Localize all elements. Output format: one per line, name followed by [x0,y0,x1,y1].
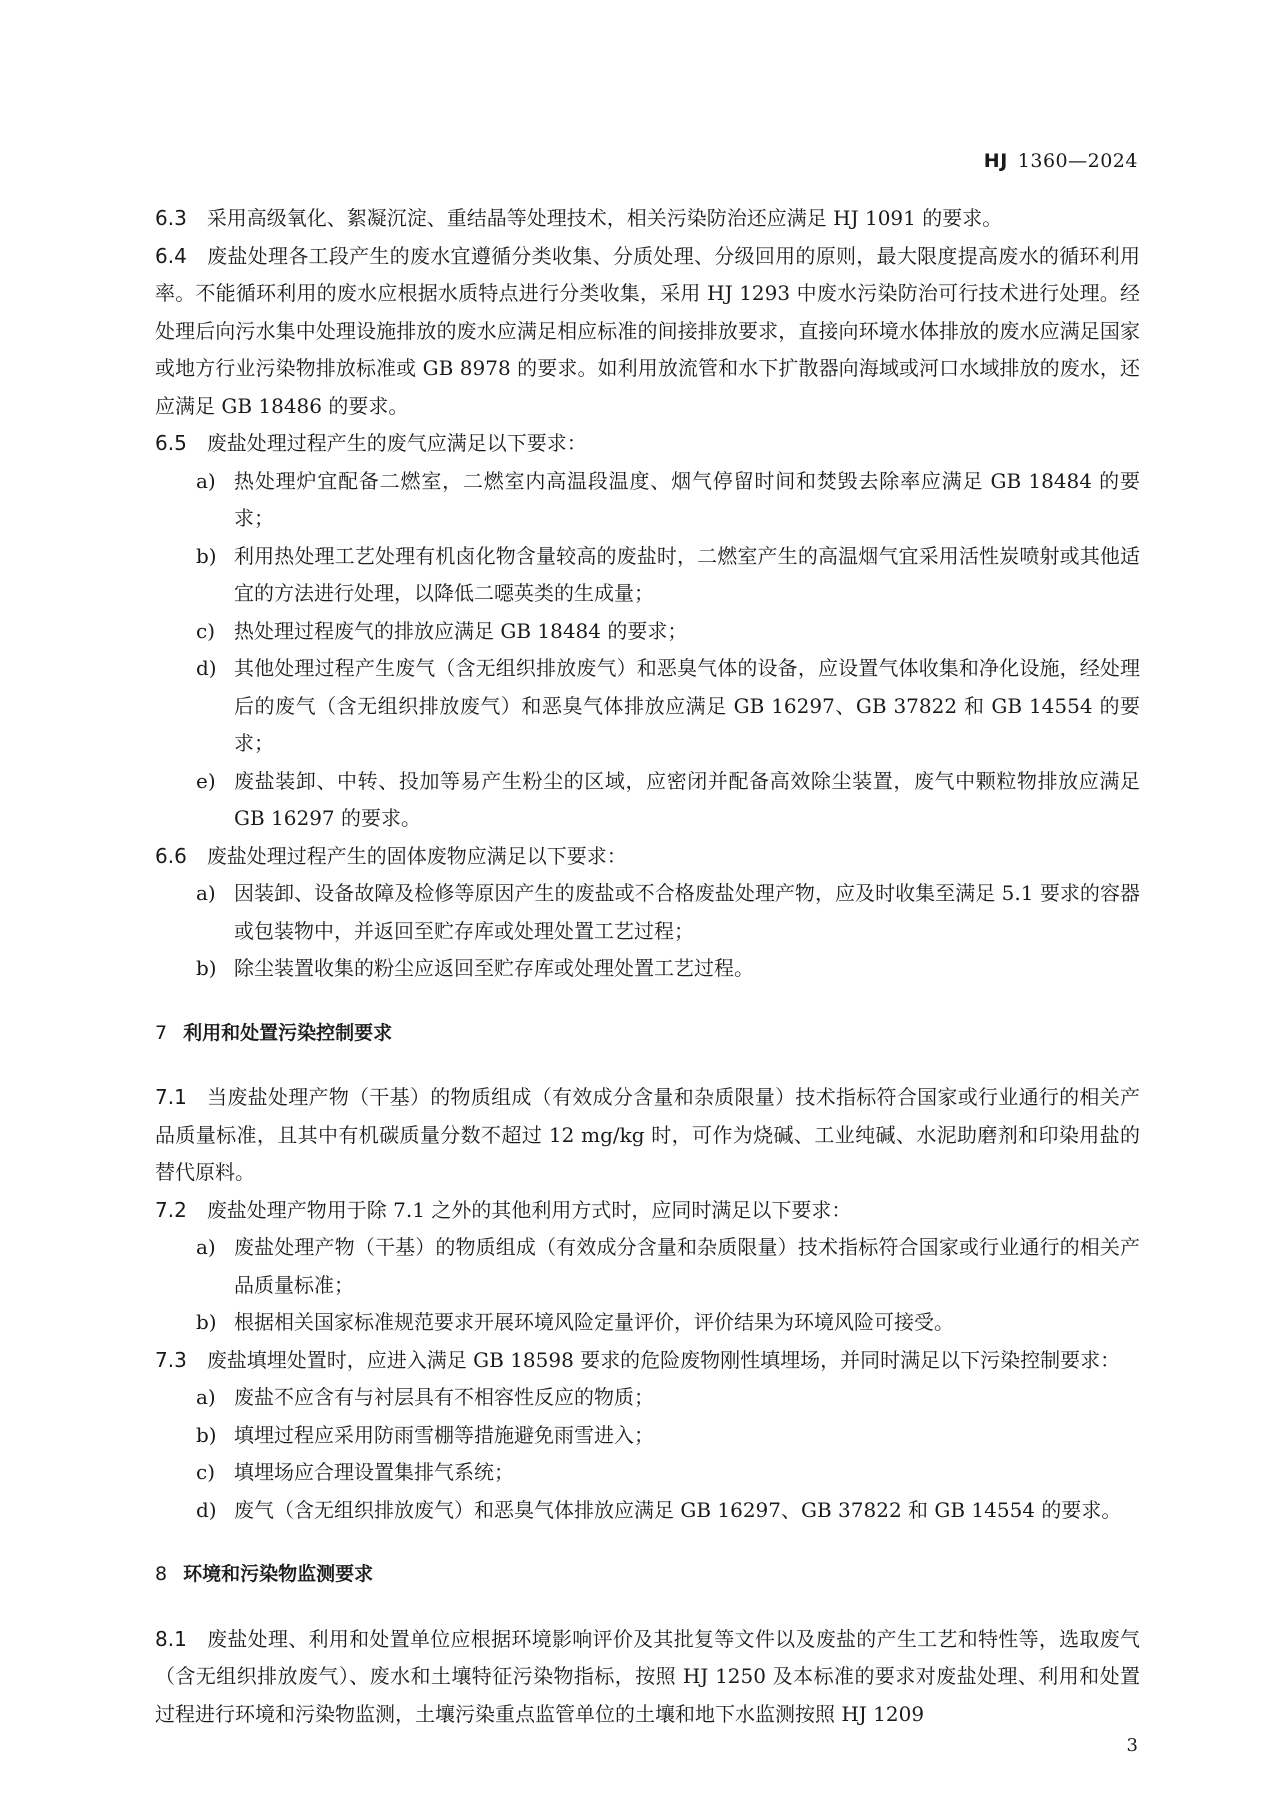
list-marker: c) [196,1460,216,1484]
list-marker: e) [196,768,216,793]
section-title: 环境和污染物监测要求 [183,1563,374,1585]
list-marker: a) [196,1235,216,1259]
list-text: 废盐处理产物（干基）的物质组成（有效成分含量和杂质限量）技术指标符合国家或行业通行的相关产品质量标准； [234,1235,1140,1297]
clause-number: 7.3 [155,1347,187,1372]
clause-number: 6.4 [155,243,187,268]
list-marker: b) [196,1422,217,1447]
clause-7-3 [155,1342,1140,1380]
list-item [155,875,1140,950]
section-heading-8 [155,1556,1140,1594]
list-marker: a) [196,468,216,493]
section-number: 7 [155,1021,168,1044]
clause-number: 6.5 [155,431,187,455]
clause-number: 6.3 [155,206,187,230]
list-item [155,763,1140,838]
list-item [155,1304,1140,1342]
list-text: 热处理过程废气的排放应满足 GB 18484 的要求； [234,618,688,643]
list-marker: b) [196,1310,217,1334]
list-item [155,950,1140,988]
list-item [155,613,1140,651]
clause-7-2 [155,1192,1140,1230]
standard-code: HJ [983,150,1008,172]
list-text: 废盐装卸、中转、投加等易产生粉尘的区域，应密闭并配备高效除尘装置，废气中颗粒物排放应满足 GB 16297 的要求。 [234,768,1140,830]
page-header [984,150,1138,172]
clause-6-6 [155,838,1140,876]
clause-8-1 [155,1621,1140,1734]
clause-7-1 [155,1079,1140,1192]
standard-number: 1360—2024 [1017,150,1138,172]
list-item [155,1379,1140,1417]
page-number: 3 [1126,1735,1138,1756]
clause-text: 当废盐处理产物（干基）的物质组成（有效成分含量和杂质限量）技术指标符合国家或行业通行的相关产品质量标准，且其中有机碳质量分数不超过 12 mg/kg 时，可作为烧碱、工业纯碱、水泥助磨剂和印染用盐的替代原料。 [155,1085,1140,1184]
clause-number: 8.1 [155,1626,187,1651]
list-marker: d) [196,656,217,680]
list-marker: a) [196,881,216,905]
list-text: 因装卸、设备故障及检修等原因产生的废盐或不合格废盐处理产物，应及时收集至满足 5.1 要求的容器或包装物中，并返回至贮存库或处理处置工艺过程； [234,881,1140,943]
clause-number: 7.2 [155,1197,187,1222]
clause-number: 6.6 [155,843,187,868]
clause-text: 废盐处理过程产生的废气应满足以下要求： [206,431,587,455]
list-text: 其他处理过程产生废气（含无组织排放废气）和恶臭气体的设备，应设置气体收集和净化设施，经处理后的废气（含无组织排放废气）和恶臭气体排放应满足 GB 16297、GB 37822 和 GB 14554 的要求； [234,656,1140,755]
list-marker: b) [196,543,217,568]
section-number: 8 [155,1563,168,1585]
clause-6-5 [155,425,1140,463]
clause-text: 废盐处理产物用于除 7.1 之外的其他利用方式时，应同时满足以下要求： [206,1197,852,1222]
list-text: 废盐不应含有与衬层具有不相容性反应的物质； [234,1385,654,1409]
clause-text: 采用高级氧化、絮凝沉淀、重结晶等处理技术，相关污染防治还应满足 HJ 1091 的要求。 [206,206,1003,230]
clause-text: 废盐处理过程产生的固体废物应满足以下要求： [206,843,627,868]
list-marker: b) [196,956,217,980]
list-item [155,1229,1140,1304]
clause-number: 7.1 [155,1085,187,1109]
clause-6-3 [155,200,1140,238]
list-item [155,1417,1140,1455]
list-item [155,1454,1140,1492]
list-text: 利用热处理工艺处理有机卤化物含量较高的废盐时，二燃室产生的高温烟气宜采用活性炭喷射或其他适宜的方法进行处理，以降低二噁英类的生成量； [234,543,1140,605]
list-item [155,538,1140,613]
clause-text: 废盐处理、利用和处置单位应根据环境影响评价及其批复等文件以及废盐的产生工艺和特性等，选取废气（含无组织排放废气）、废水和土壤特征污染物指标，按照 HJ 1250 及本标准的要求对废盐处理、利用和处置过程进行环境和污染物监测，土壤污染重点监管单位的土壤和地下水监测按照 HJ 1209 [155,1626,1140,1726]
section-title: 利用和处置污染控制要求 [183,1021,393,1044]
section-heading-7 [155,1015,1140,1053]
list-item [155,650,1140,763]
list-text: 除尘装置收集的粉尘应返回至贮存库或处理处置工艺过程。 [234,956,754,980]
clause-6-4 [155,238,1140,426]
document-body [155,200,1140,1733]
list-marker: c) [196,618,216,643]
list-item [155,1492,1140,1530]
list-marker: d) [196,1497,217,1522]
list-item [155,463,1140,538]
list-text: 填埋过程应采用防雨雪棚等措施避免雨雪进入； [234,1422,654,1447]
list-marker: a) [196,1385,216,1409]
clause-text: 废盐填埋处置时，应进入满足 GB 18598 要求的危险废物刚性填埋场，并同时满足以下污染控制要求： [206,1347,1121,1372]
list-text: 废气（含无组织排放废气）和恶臭气体排放应满足 GB 16297、GB 37822 和 GB 14554 的要求。 [234,1497,1122,1522]
list-text: 填埋场应合理设置集排气系统； [234,1460,514,1484]
list-text: 热处理炉宜配备二燃室，二燃室内高温段温度、烟气停留时间和焚毁去除率应满足 GB 18484 的要求； [234,468,1140,530]
clause-text: 废盐处理各工段产生的废水宜遵循分类收集、分质处理、分级回用的原则，最大限度提高废水的循环利用率。不能循环利用的废水应根据水质特点进行分类收集，采用 HJ 1293 中废水污染防治可行技术进行处理。经处理后向污水集中处理设施排放的废水应满足相应标准的间接排放要求，直接向环境水体排放的废水应满足国家或地方行业污染物排放标准或 GB 8978 的要求。如利用放流管和水下扩散器向海域或河口水域排放的废水，还应满足 GB 18486 的要求。 [155,243,1140,418]
list-text: 根据相关国家标准规范要求开展环境风险定量评价，评价结果为环境风险可接受。 [234,1310,954,1334]
